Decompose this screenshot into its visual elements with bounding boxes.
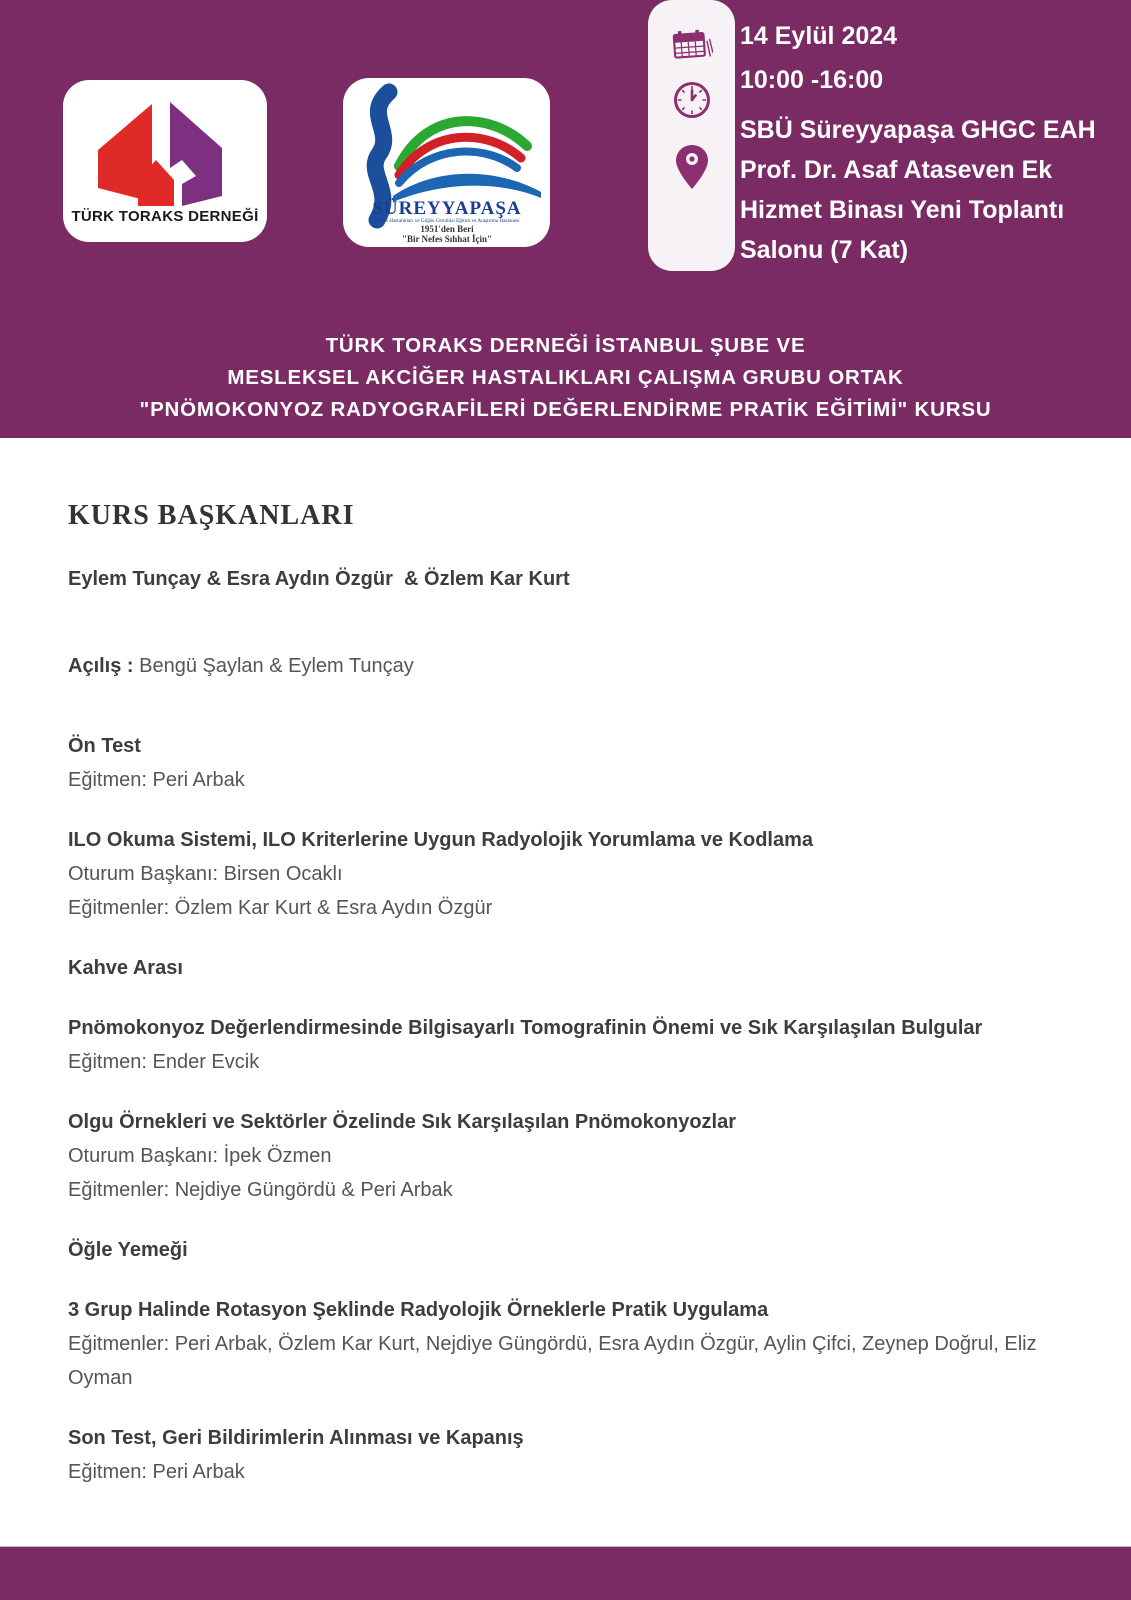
clock-icon — [672, 80, 712, 120]
session-title: Öğle Yemeği — [68, 1239, 188, 1261]
session-title: 3 Grup Halinde Rotasyon Şeklinde Radyolojik Örneklerle Pratik Uygulama — [68, 1299, 769, 1321]
sureyyapasa-subtitle: Göğüs Hastalıkları ve Göğüs Cerrahisi Eğitim ve Araştırma Hastanesi — [373, 217, 520, 224]
event-time: 10:00 -16:00 — [740, 66, 884, 94]
session-detail: Eğitmen: Peri Arbak — [68, 1461, 245, 1483]
sureyyapasa-hospital-logo — [343, 78, 550, 247]
program-section-kahve-arasi — [68, 951, 1068, 985]
session-title: ILO Okuma Sistemi, ILO Kriterlerine Uygun Radyolojik Yorumlama ve Kodlama — [68, 829, 814, 851]
header-banner — [0, 0, 1131, 438]
program-section-tomografi — [68, 1011, 1068, 1079]
lungs-logo-icon — [90, 98, 240, 206]
course-chairs: Eylem Tunçay & Esra Aydın Özgür & Özlem Kar Kurt — [68, 568, 570, 590]
session-detail: Eğitmen: Peri Arbak — [68, 769, 245, 791]
session-detail: Eğitmenler: Peri Arbak, Özlem Kar Kurt, Nejdiye Güngördü, Esra Aydın Özgür, Aylin Çifci, Zeynep Doğrul, Eliz Oyman — [68, 1333, 1037, 1389]
session-title: Pnömokonyoz Değerlendirmesinde Bilgisayarlı Tomografinin Önemi ve Sık Karşılaşılan Bulgular — [68, 1017, 983, 1039]
sureyyapasa-title: SÜREYYAPAŞA — [371, 197, 522, 219]
program-content — [68, 438, 1068, 1515]
session-title: Olgu Örnekleri ve Sektörler Özelinde Sık Karşılaşılan Pnömokonyozlar — [68, 1111, 737, 1133]
opening-label: Açılış : — [68, 655, 140, 677]
course-title-banner — [0, 330, 1131, 426]
session-detail: Oturum Başkanı: Birsen Ocaklı — [68, 863, 343, 885]
course-title-line2: MESLEKSEL AKCİĞER HASTALIKLARI ÇALIŞMA GRUBU ORTAK — [227, 366, 904, 389]
program-section-pratik-uygulama — [68, 1293, 1068, 1395]
session-detail: Oturum Başkanı: İpek Özmen — [68, 1145, 332, 1167]
event-info-icon-pill — [648, 0, 735, 271]
footer-bar — [0, 1546, 1131, 1600]
program-section-ogle-yemegi — [68, 1233, 1068, 1267]
event-info — [740, 22, 1112, 270]
session-title: Ön Test — [68, 735, 141, 757]
sureyyapasa-motto: "Bir Nefes Sıhhat İçin" — [401, 233, 492, 244]
session-title: Son Test, Geri Bildirimlerin Alınması ve Kapanış — [68, 1427, 524, 1449]
calendar-icon — [671, 26, 713, 66]
session-detail: Eğitmenler: Nejdiye Güngördü & Peri Arbak — [68, 1179, 453, 1201]
course-title-line3: "PNÖMOKONYOZ RADYOGRAFİLERİ DEĞERLENDİRME PRATİK EĞİTİMİ" KURSU — [139, 398, 992, 421]
page-title: KURS BAŞKANLARI — [68, 500, 355, 531]
turk-toraks-dernegi-logo — [63, 80, 267, 242]
location-pin-icon — [675, 144, 709, 190]
turk-toraks-dernegi-label: TÜRK TORAKS DERNEĞİ — [71, 207, 259, 225]
program-section-ilo — [68, 823, 1068, 925]
session-title: Kahve Arası — [68, 957, 183, 979]
opening-session — [68, 649, 1068, 683]
program-section-son-test — [68, 1421, 1068, 1489]
session-detail: Eğitmenler: Özlem Kar Kurt & Esra Aydın Özgür — [68, 897, 493, 919]
event-date: 14 Eylül 2024 — [740, 22, 898, 50]
sureyyapasa-since: 1951'den Beri — [419, 223, 474, 234]
sureyyapasa-logo-icon — [347, 82, 547, 244]
program-section-olgu-ornekleri — [68, 1105, 1068, 1207]
session-detail: Eğitmen: Ender Evcik — [68, 1051, 260, 1073]
opening-speakers: Bengü Şaylan & Eylem Tunçay — [139, 655, 414, 677]
program-section-on-test — [68, 729, 1068, 797]
course-title-line1: TÜRK TORAKS DERNEĞİ İSTANBUL ŞUBE VE — [325, 334, 806, 357]
event-location: SBÜ Süreyyapaşa GHGC EAH Prof. Dr. Asaf Ataseven Ek Hizmet Binası Yeni Toplantı Salonu (7 Kat) — [740, 116, 1096, 264]
